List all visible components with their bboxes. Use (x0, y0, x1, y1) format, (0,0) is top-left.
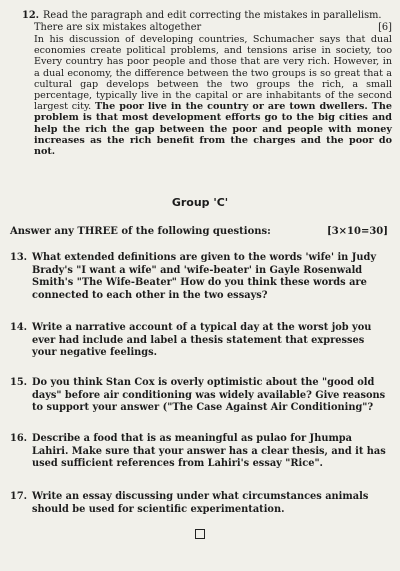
question-12-note: There are six mistakes altogether (34, 22, 202, 33)
question-text: Write a narrative account of a typical day at the worst job you ever had include and label a thesis statement that expresses your negative feelings. (32, 322, 372, 359)
question-text: What extended definitions are given to the words 'wife' in Judy Brady's "I want a wife" and 'wife-beater' in Gayle Rosenwald Smith's "The Wife-Beater" How do you think these words are connected to each other in the two essays? (32, 252, 377, 301)
question-13 (10, 252, 390, 302)
question-17 (10, 491, 390, 516)
instructions-text: Answer any THREE of the following questions: (10, 226, 271, 237)
question-text: Write an essay discussing under what circumstances animals should be used for scientific experimentation. (32, 491, 369, 515)
paragraph-regular-text: In his discussion of developing countries, Schumacher says that dual economies create political problems, and tensions arise in society, too Every country has poor people and those that are very rich. However, in a dual economy, the difference between the two groups is so great that a cultural gap develops between the two groups the rich, a small percentage, typically live in the capital or are inhabitants of the second largest city. (34, 34, 392, 113)
instructions-marks: [3×10=30] (326, 226, 388, 237)
question-number: 17. (10, 491, 28, 502)
question-text: Do you think Stan Cox is overly optimistic about the "good old days" before air conditioning was widely available? Give reasons to support your answer ("The Case Against Air Conditioning"? (32, 377, 386, 414)
question-12-header (22, 10, 392, 22)
paragraph-bold-text: The poor live in the country or are town dwellers. The problem is that most development efforts go to the big cities and help the rich the gap between the poor and people with money increases as the rich benefit from the charges and the poor do not. (34, 101, 392, 158)
section-instructions (10, 226, 388, 237)
question-12-instruction: Read the paragraph and edit correcting the mistakes in parallelism. (43, 10, 382, 21)
question-12-marks: [6] (378, 22, 392, 33)
group-title: Group 'C' (171, 196, 229, 209)
end-square-icon (195, 529, 205, 539)
question-16 (10, 433, 390, 471)
question-12 (22, 10, 392, 157)
question-number: 12. (22, 10, 40, 21)
question-12-paragraph (34, 34, 392, 157)
question-number: 15. (10, 377, 28, 388)
question-15 (10, 377, 390, 415)
question-number: 13. (10, 252, 28, 263)
question-text: Describe a food that is as meaningful as pulao for Jhumpa Lahiri. Make sure that your answer has a clear thesis, and it has used sufficient references from Lahiri's essay "Rice". (32, 433, 386, 470)
question-number: 14. (10, 322, 28, 333)
question-number: 16. (10, 433, 28, 444)
question-14 (10, 322, 390, 360)
question-12-note-row (34, 22, 392, 34)
